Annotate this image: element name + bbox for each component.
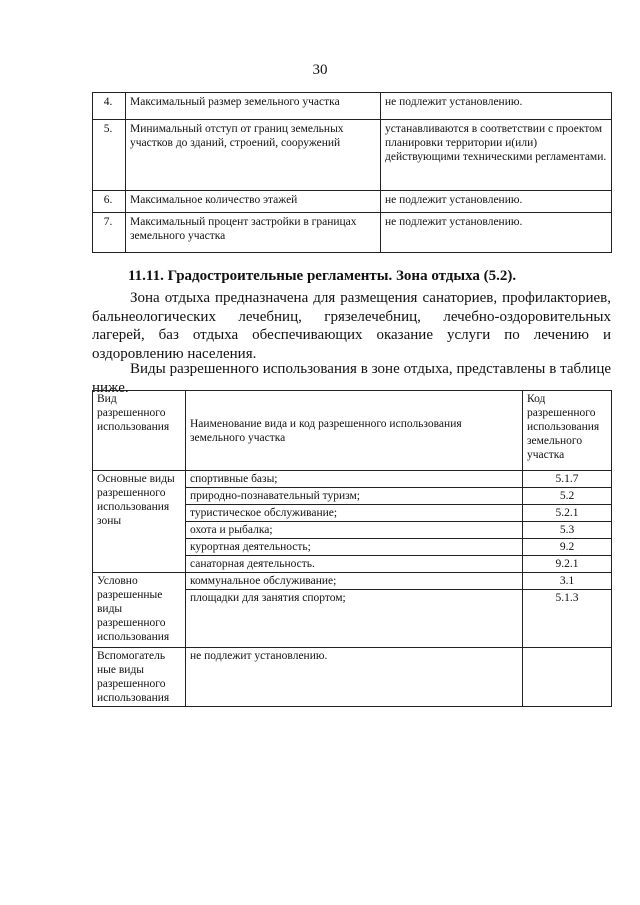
table-row bbox=[93, 213, 612, 253]
parameters-table bbox=[92, 92, 612, 253]
use-name: площадки для занятия спортом; bbox=[186, 590, 523, 648]
table-row bbox=[93, 573, 612, 590]
header-row bbox=[93, 391, 612, 471]
use-code bbox=[523, 648, 612, 707]
use-name: охота и рыбалка; bbox=[186, 522, 523, 539]
land-use-table bbox=[92, 390, 612, 707]
section-paragraph: Зона отдыха предназначена для размещения санаториев, профилакториев, бальнеологических лечебниц, грязелечебниц, лечебно-оздоровительных лагерей, баз отдыха обеспечивающих оказание услуги по лечению и оздоровлению населения. bbox=[92, 290, 611, 362]
parameter-name: Максимальное количество этажей bbox=[126, 191, 381, 213]
use-name: коммунальное обслуживание; bbox=[186, 573, 523, 590]
parameter-value: не подлежит установлению. bbox=[381, 191, 612, 213]
use-name: не подлежит установлению. bbox=[186, 648, 523, 707]
parameter-name: Минимальный отступ от границ земельных участков до зданий, строений, сооружений bbox=[126, 120, 381, 191]
use-name: туристическое обслуживание; bbox=[186, 505, 523, 522]
use-name: природно-познавательный туризм; bbox=[186, 488, 523, 505]
parameter-value: не подлежит установлению. bbox=[381, 93, 612, 120]
use-code: 5.2 bbox=[523, 488, 612, 505]
group-label: Вспомогатель ные виды разрешенного использования bbox=[93, 648, 186, 707]
table-row bbox=[93, 191, 612, 213]
use-code: 5.1.7 bbox=[523, 471, 612, 488]
use-code: 5.3 bbox=[523, 522, 612, 539]
use-code: 5.1.3 bbox=[523, 590, 612, 648]
row-number: 5. bbox=[93, 120, 126, 191]
header-cell: Код разрешенного использования земельного участка bbox=[523, 391, 612, 471]
parameter-value: не подлежит установлению. bbox=[381, 213, 612, 253]
row-number: 4. bbox=[93, 93, 126, 120]
table-row bbox=[93, 93, 612, 120]
parameter-name: Максимальный размер земельного участка bbox=[126, 93, 381, 120]
section-paragraph: Виды разрешенного использования в зоне отдыха, представлены в таблице ниже. bbox=[92, 361, 611, 396]
use-name: курортная деятельность; bbox=[186, 539, 523, 556]
page-number: 30 bbox=[312, 62, 328, 78]
use-name: спортивные базы; bbox=[186, 471, 523, 488]
row-number: 6. bbox=[93, 191, 126, 213]
row-number: 7. bbox=[93, 213, 126, 253]
section-heading: 11.11. Градостроительные регламенты. Зона отдыха (5.2). bbox=[128, 268, 517, 284]
parameter-name: Максимальный процент застройки в границах земельного участка bbox=[126, 213, 381, 253]
table-row bbox=[93, 120, 612, 191]
use-code: 9.2.1 bbox=[523, 556, 612, 573]
use-name: санаторная деятельность. bbox=[186, 556, 523, 573]
use-code: 3.1 bbox=[523, 573, 612, 590]
table-row bbox=[93, 648, 612, 707]
table-row bbox=[93, 471, 612, 488]
group-label: Основные виды разрешенного использования зоны bbox=[93, 471, 186, 573]
header-cell: Наименование вида и код разрешенного использования земельного участка bbox=[186, 391, 523, 471]
use-code: 9.2 bbox=[523, 539, 612, 556]
group-label: Условно разрешенные виды разрешенного использования bbox=[93, 573, 186, 648]
header-cell: Вид разрешенного использования bbox=[93, 391, 186, 471]
use-code: 5.2.1 bbox=[523, 505, 612, 522]
parameter-value: устанавливаются в соответствии с проектом планировки территории и(или) действующими техническими регламентами. bbox=[381, 120, 612, 191]
